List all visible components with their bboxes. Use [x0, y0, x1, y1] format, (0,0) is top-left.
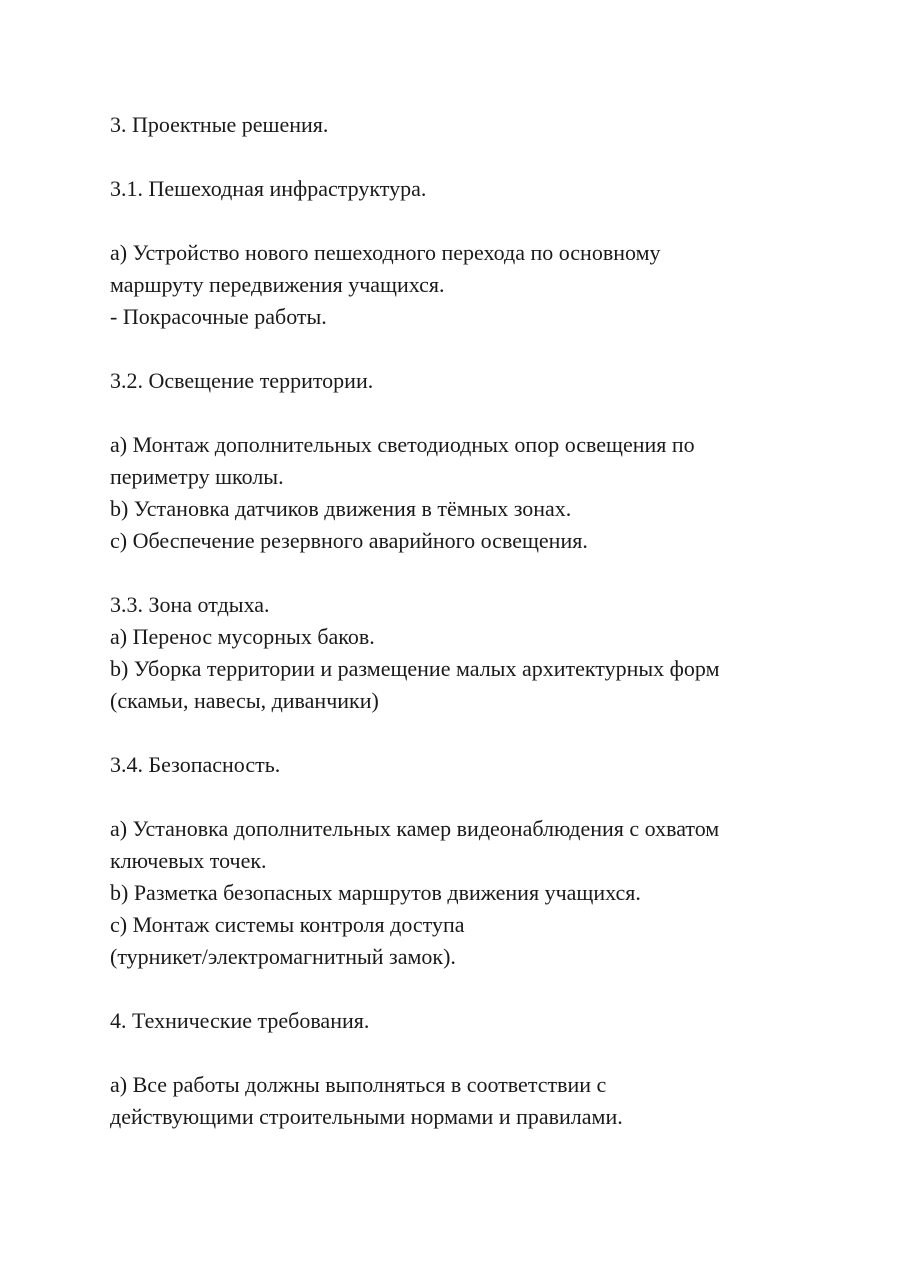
section-3-1-item-a-line-1: а) Устройство нового пешеходного перехода по основному: [110, 240, 661, 265]
section-3-4-item-c-line-2: (турникет/электромагнитный замок).: [110, 944, 456, 969]
spacer: [110, 205, 830, 237]
spacer: [110, 333, 830, 365]
section-3-1-item-dash: - Покрасочные работы.: [110, 304, 327, 329]
section-4-heading: 4. Технические требования.: [110, 1008, 370, 1033]
spacer: [110, 141, 830, 173]
section-4-item-a-line-1: а) Все работы должны выполняться в соответствии с: [110, 1072, 607, 1097]
spacer: [110, 973, 830, 1005]
section-3-4-item-a-line-2: ключевых точек.: [110, 848, 267, 873]
spacer: [110, 781, 830, 813]
section-3-3-heading: 3.3. Зона отдыха.: [110, 592, 270, 617]
section-3-1-item-a-line-2: маршруту передвижения учащихся.: [110, 272, 445, 297]
spacer: [110, 1037, 830, 1069]
section-3-2-item-c: с) Обеспечение резервного аварийного освещения.: [110, 528, 588, 553]
section-3-3-item-b-line-2: (скамьи, навесы, диванчики): [110, 688, 379, 713]
section-3-4-item-c-line-1: с) Монтаж системы контроля доступа: [110, 912, 465, 937]
spacer: [110, 397, 830, 429]
section-3-3-item-b-line-1: b) Уборка территории и размещение малых архитектурных форм: [110, 656, 720, 681]
section-4-item-a-line-2: действующими строительными нормами и правилами.: [110, 1104, 623, 1129]
spacer: [110, 557, 830, 589]
section-3-4-heading: 3.4. Безопасность.: [110, 752, 281, 777]
section-3-2-item-a-line-1: а) Монтаж дополнительных светодиодных опор освещения по: [110, 432, 695, 457]
document-page: [110, 109, 830, 1133]
section-3-4-item-b: b) Разметка безопасных маршрутов движения учащихся.: [110, 880, 641, 905]
section-3-4-item-a-line-1: а) Установка дополнительных камер видеонаблюдения с охватом: [110, 816, 720, 841]
section-3-3-item-a: а) Перенос мусорных баков.: [110, 624, 375, 649]
section-3-1-heading: 3.1. Пешеходная инфраструктура.: [110, 176, 427, 201]
section-3-2-heading: 3.2. Освещение территории.: [110, 368, 374, 393]
section-3-heading: 3. Проектные решения.: [110, 112, 329, 137]
spacer: [110, 717, 830, 749]
section-3-2-item-a-line-2: периметру школы.: [110, 464, 284, 489]
section-3-2-item-b: b) Установка датчиков движения в тёмных зонах.: [110, 496, 572, 521]
